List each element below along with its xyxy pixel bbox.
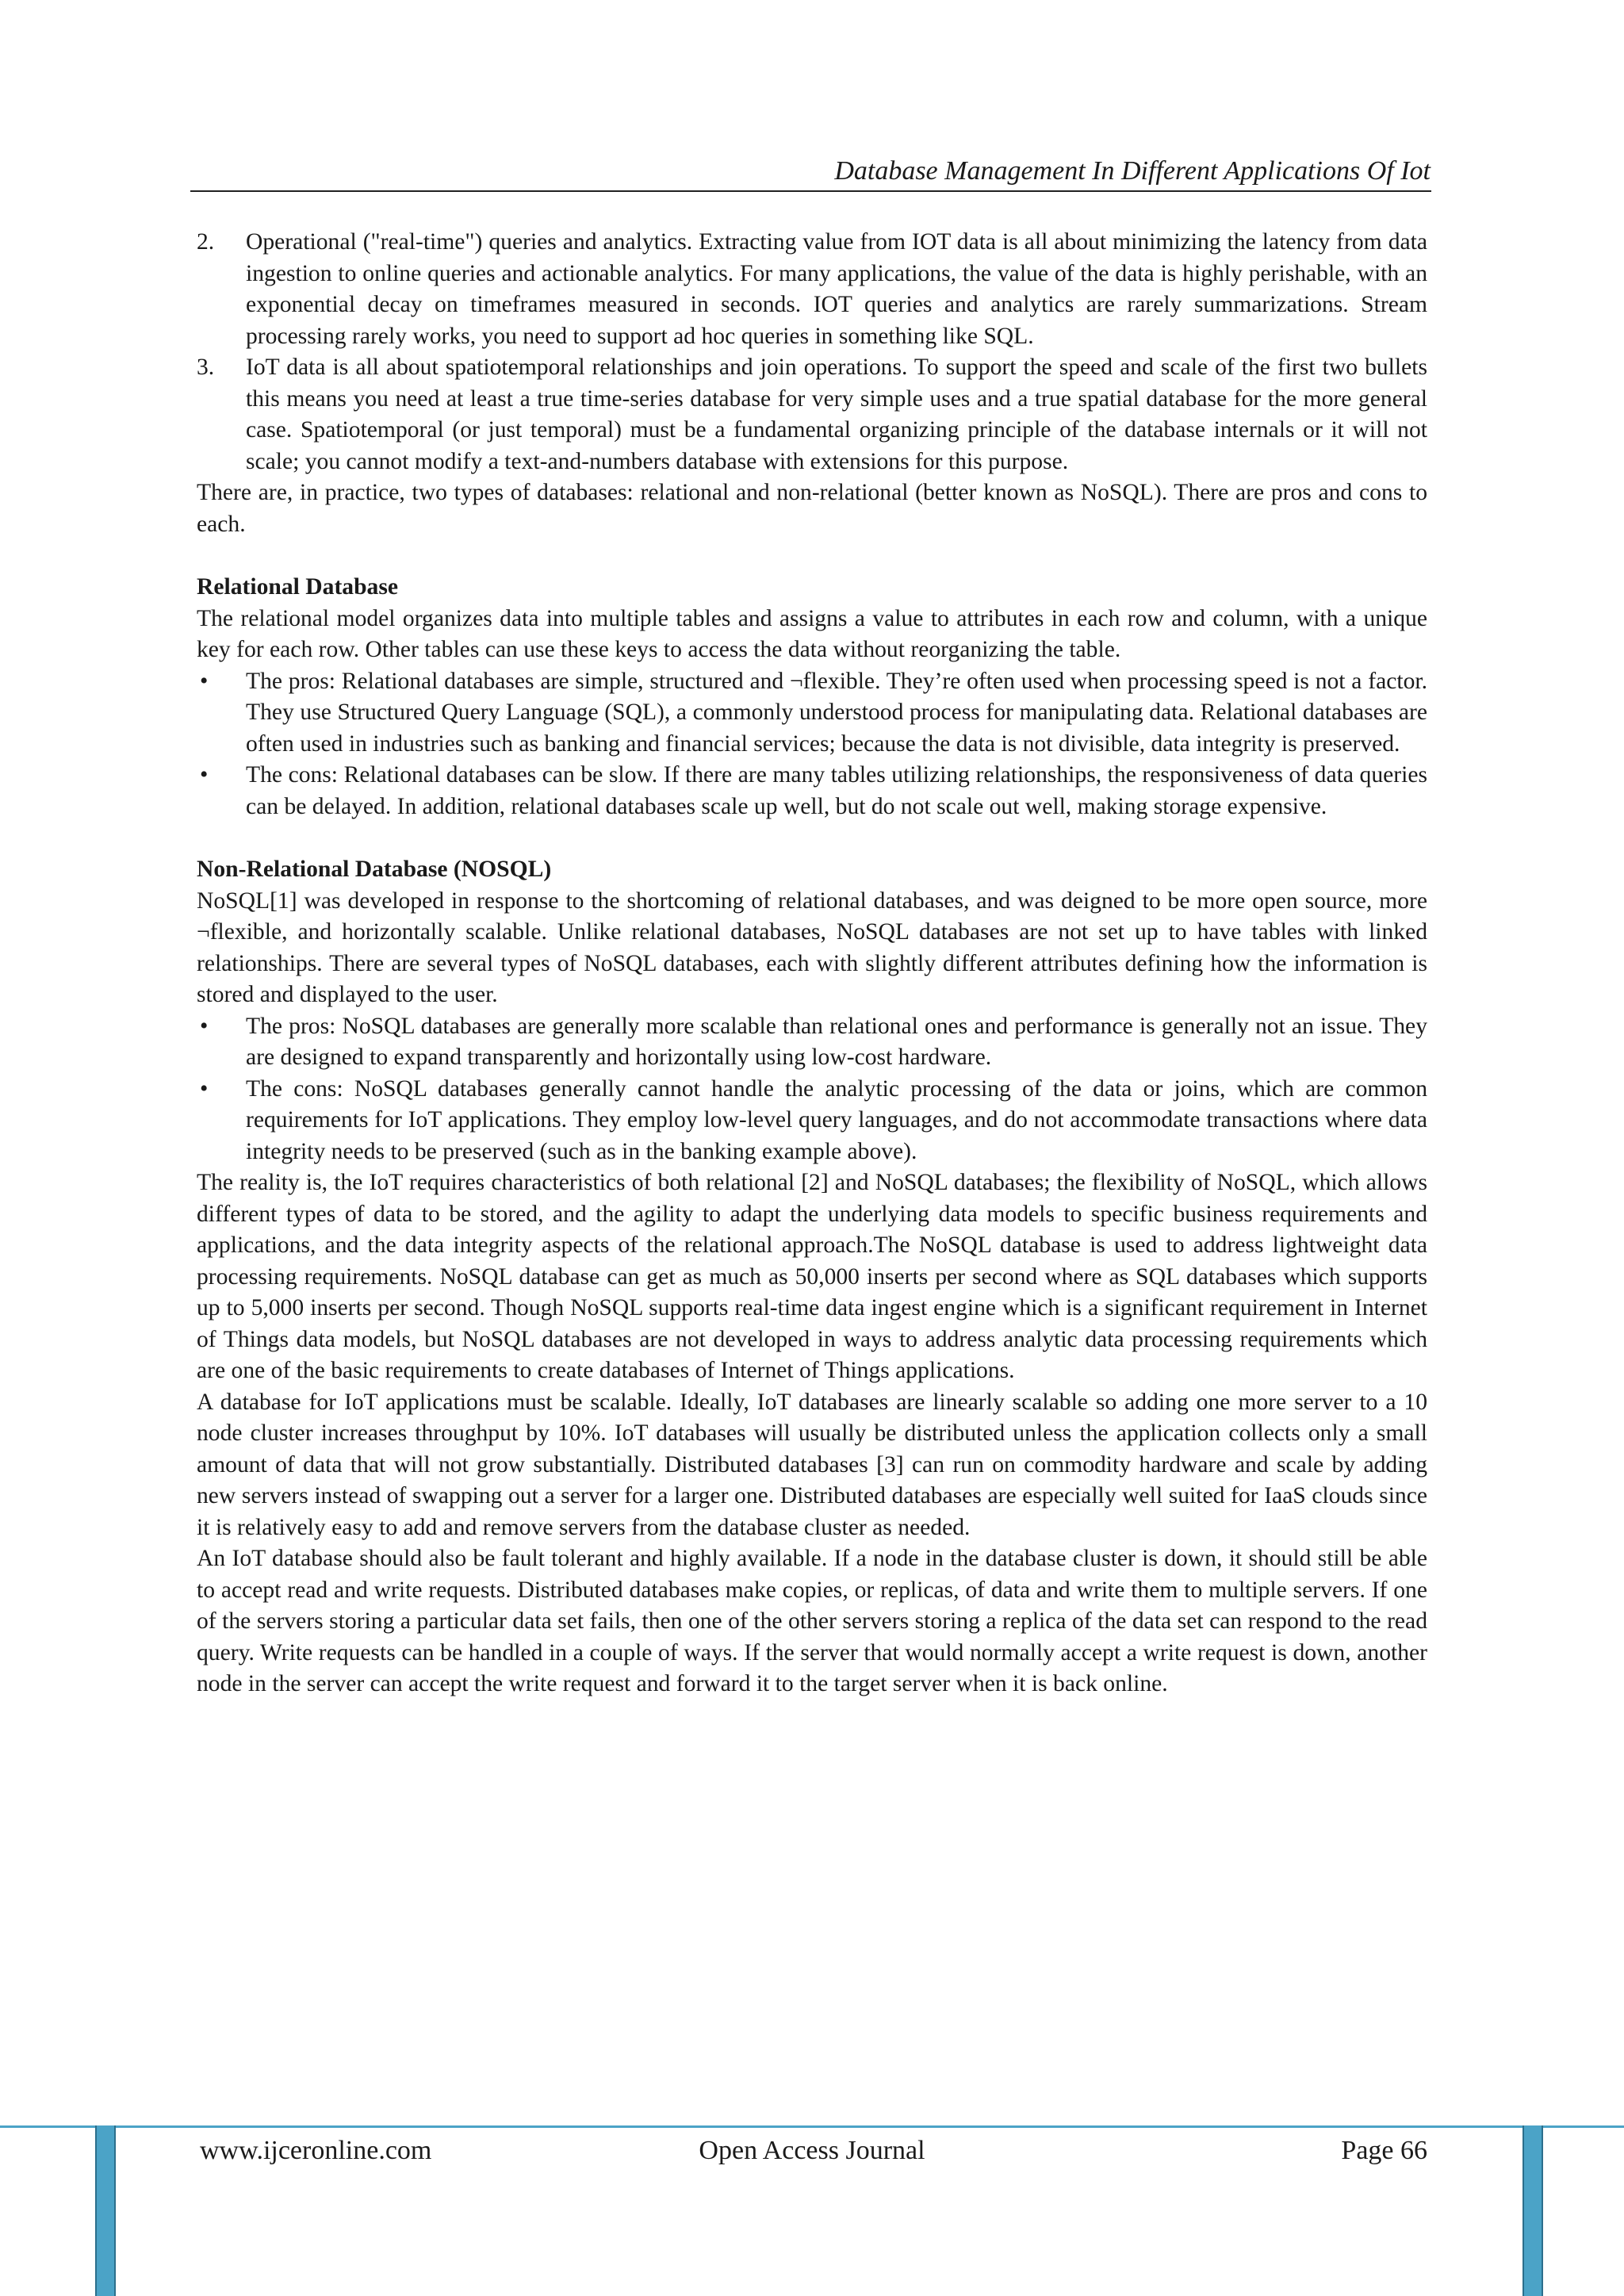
section-gap	[197, 540, 1427, 572]
numbered-item	[197, 227, 1427, 352]
item-number: 2.	[197, 229, 215, 255]
bullet-item	[197, 1011, 1427, 1074]
paragraph: NoSQL[1] was developed in response to the shortcoming of relational databases, and was deigned to be more open source, more ¬flexible, and horizontally scalable. Unlike relational databases, NoSQL databases are not set up to have tables with linked relationships. There are several types of NoSQL databases, each with slightly different attributes defining how the information is stored and displayed to the user.	[197, 887, 1427, 1007]
running-header: Database Management In Different Applications Of Iot	[834, 156, 1431, 186]
bullet-icon: •	[200, 1075, 209, 1102]
section-heading-nosql: Non-Relational Database (NOSQL)	[197, 857, 552, 882]
header-rule	[190, 190, 1431, 192]
bullet-text: The cons: Relational databases can be slow. If there are many tables utilizing relationships, the responsiveness of data queries can be delayed. In addition, relational databases scale up well, but do not scale out well, making storage expensive.	[246, 762, 1427, 819]
footer-page-number: Page 66	[1341, 2136, 1427, 2165]
section-gap	[197, 822, 1427, 854]
bullet-icon: •	[200, 762, 209, 788]
paragraph: The reality is, the IoT requires characteristics of both relational [2] and NoSQL databases; the flexibility of NoSQL, which allows different types of data to be stored, and the agility to adapt the underlying data models to specific business requirements and applications, and the data integrity aspects of the relational approach.The NoSQL database is used to address lightweight data processing requirements. NoSQL database can get as much as 50,000 inserts per second where as SQL databases which supports up to 5,000 inserts per second. Though NoSQL supports real-time data ingest engine which is a significant requirement in Internet of Things data models, but NoSQL databases are not developed in ways to address analytic data processing requirements which are one of the basic requirements to create databases of Internet of Things applications.	[197, 1170, 1427, 1383]
item-text: IoT data is all about spatiotemporal relationships and join operations. To support the speed and scale of the first two bullets this means you need at least a true time-series database for very simple uses and a true spatial database for the more general case. Spatiotemporal (or just temporal) must be a fundamental organizing principle of the database internals or it will not scale; you cannot modify a text-and-numbers database with extensions for this purpose.	[246, 355, 1427, 474]
bullet-text: The cons: NoSQL databases generally cannot handle the analytic processing of the data or joins, which are common requirements for IoT applications. They employ low-level query languages, and do not accommodate transactions where data integrity needs to be preserved (such as in the banking example above).	[246, 1075, 1427, 1164]
intro-paragraph: There are, in practice, two types of databases: relational and non-relational (better known as NoSQL). There are pros and cons to each.	[197, 480, 1427, 537]
article-body	[197, 227, 1427, 1700]
paragraph: An IoT database should also be fault tolerant and highly available. If a node in the database cluster is down, it should still be able to accept read and write requests. Distributed databases make copies, or replicas, of data and write them to multiple servers. If one of the servers storing a particular data set fails, then one of the other servers storing a replica of the data set can respond to the read query. Write requests can be handled in a couple of ways. If the server that would normally accept a write request is down, another node in the server can accept the write request and forward it to the target server when it is back online.	[197, 1546, 1427, 1696]
item-number: 3.	[197, 355, 215, 380]
item-text: Operational ("real-time") queries and analytics. Extracting value from IOT data is all about minimizing the latency from data ingestion to online queries and actionable analytics. For many applications, the value of the data is highly perishable, with an exponential decay on timeframes measured in seconds. IOT queries and analytics are rarely summarizations. Stream processing rarely works, you need to support ad hoc queries in something like SQL.	[246, 229, 1427, 349]
footer-website: www.ijceronline.com	[200, 2136, 432, 2165]
numbered-item	[197, 352, 1427, 477]
paragraph: A database for IoT applications must be scalable. Ideally, IoT databases are linearly scalable so adding one more server to a 10 node cluster increases throughput by 10%. IoT databases will usually be distributed unless the application collects only a small amount of data that will not grow substantially. Distributed databases [3] can run on commodity hardware and scale by adding new servers instead of swapping out a server for a larger one. Distributed databases are especially well suited for IaaS clouds since it is relatively easy to add and remove servers from the database cluster as needed.	[197, 1389, 1427, 1540]
paragraph: The relational model organizes data into multiple tables and assigns a value to attributes in each row and column, with a unique key for each row. Other tables can use these keys to access the data without reorganizing the table.	[197, 605, 1427, 662]
bullet-item	[197, 1074, 1427, 1168]
bullet-icon: •	[200, 668, 209, 694]
footer-journal: Open Access Journal	[699, 2136, 925, 2165]
bullet-item	[197, 760, 1427, 822]
bullet-item	[197, 666, 1427, 761]
bullet-icon: •	[200, 1013, 209, 1039]
bullet-text: The pros: Relational databases are simple, structured and ¬flexible. They’re often used when processing speed is not a factor. They use Structured Query Language (SQL), a commonly understood process for manipulating data. Relational databases are often used in industries such as banking and financial services; because the data is not divisible, data integrity is preserved.	[246, 668, 1427, 757]
section-heading-relational: Relational Database	[197, 574, 399, 600]
bullet-text: The pros: NoSQL databases are generally more scalable than relational ones and performance is generally not an issue. They are designed to expand transparently and horizontally using low-cost hardware.	[246, 1013, 1427, 1070]
footer-rule	[0, 2125, 1624, 2128]
